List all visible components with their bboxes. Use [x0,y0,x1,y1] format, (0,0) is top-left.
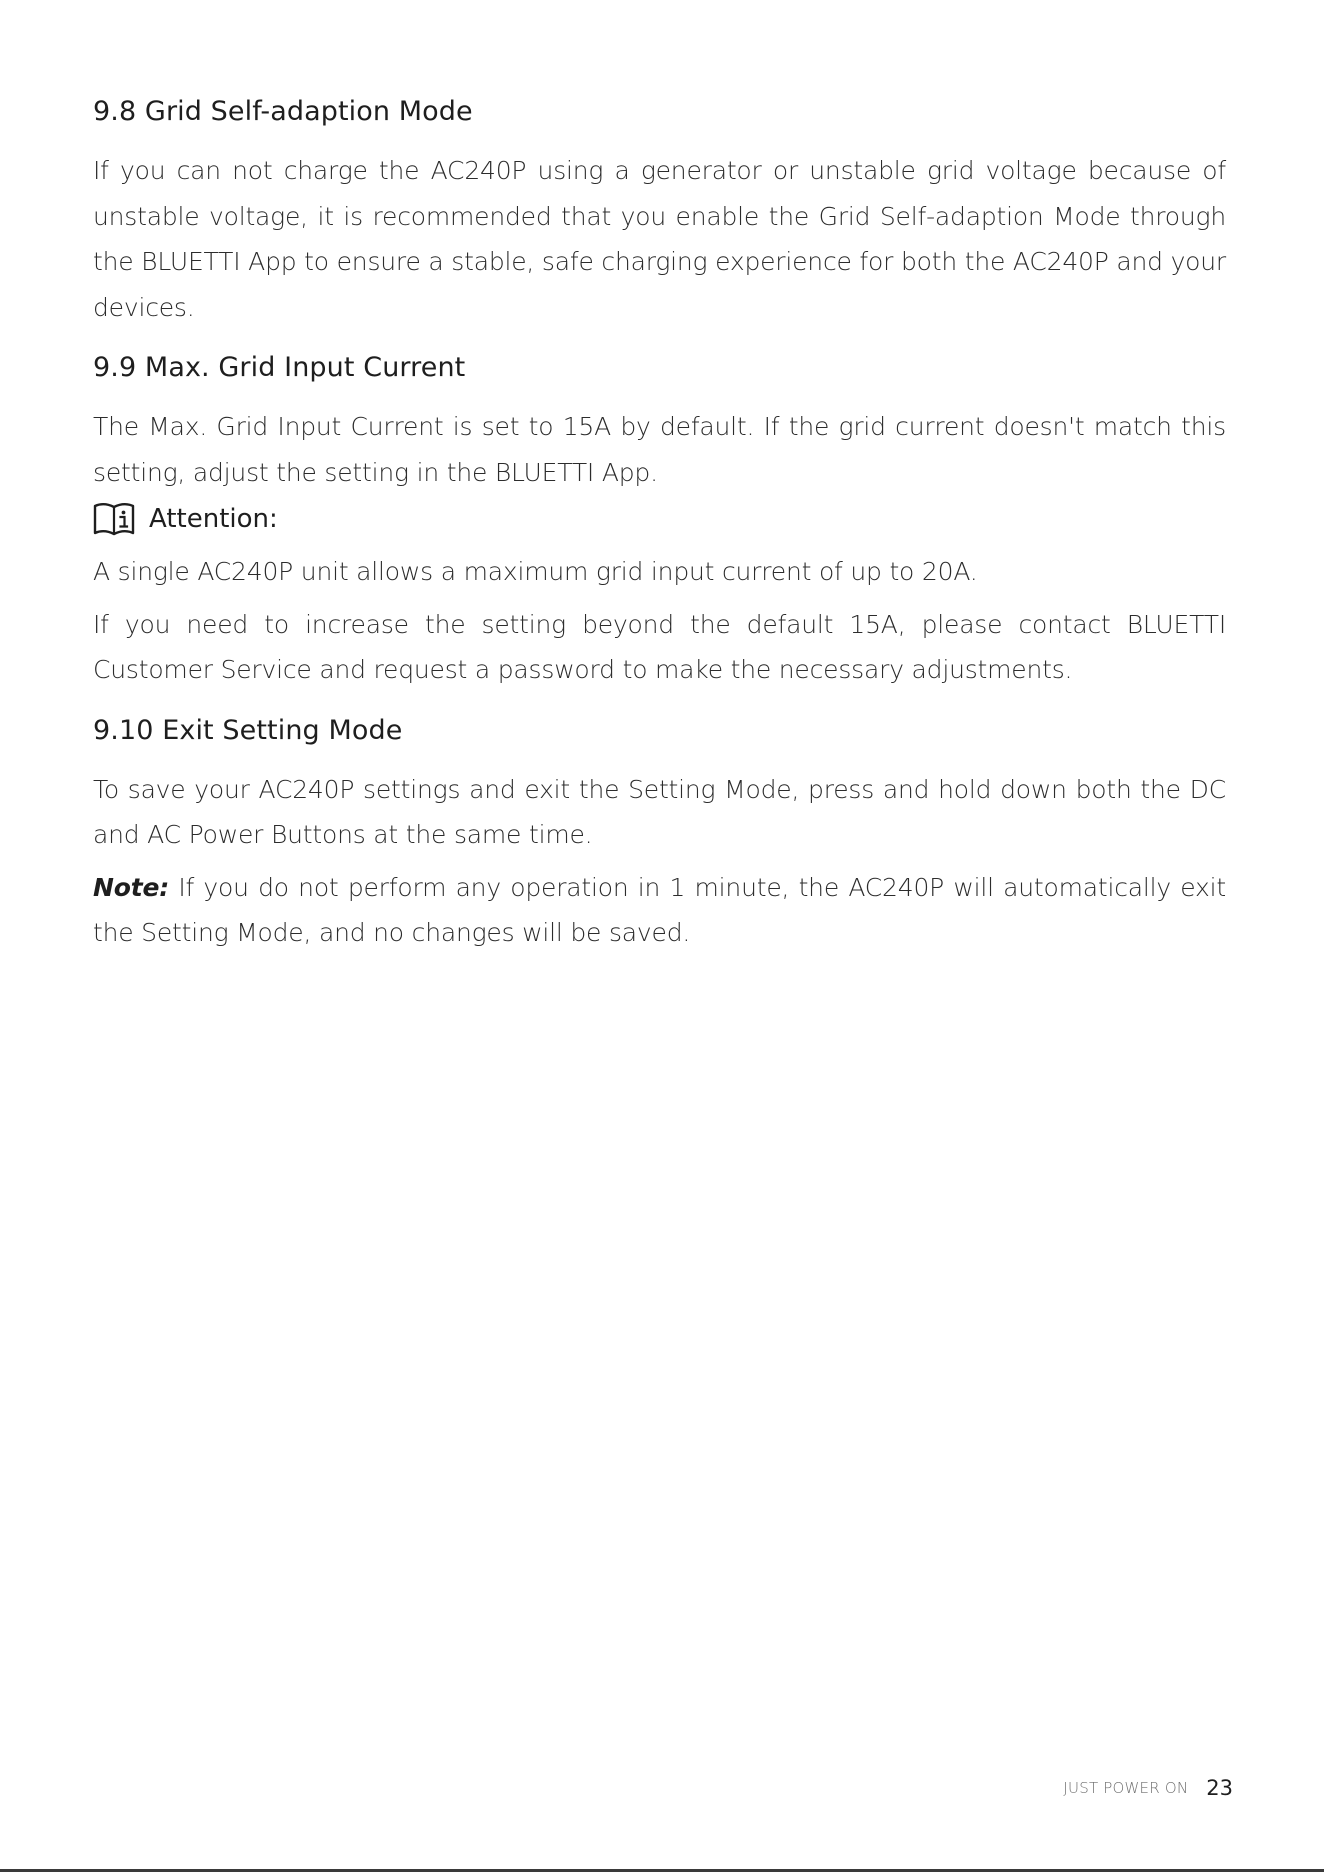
max-grid-input-current-paragraph: The Max. Grid Input Current is set to 15A by default. If the grid current doesn't match this setting, adjust the setting in the BLUETTI App. [93,412,1226,487]
manual-page-content [93,88,1226,956]
section-heading-exit-setting-mode: 9.10 Exit Setting Mode [93,714,403,746]
grid-self-adaption-paragraph: If you can not charge the AC240P using a generator or unstable grid voltage because of unstable voltage, it is recommended that you enable the Grid Self-adaption Mode through the BLUETTI App to ensure a stable, safe charging experience for both the AC240P and your devices. [93,156,1226,322]
note-label: Note: [93,872,170,902]
attention-paragraph-contact-service: If you need to increase the setting beyond the default 15A, please contact BLUETTI Customer Service and request a password to make the necessary adjustments. [93,609,1226,684]
page-footer [1063,1772,1233,1804]
exit-setting-mode-paragraph: To save your AC240P settings and exit the Setting Mode, press and hold down both the DC and AC Power Buttons at the same time. [93,774,1226,849]
exit-setting-mode-note [93,865,1226,956]
section-heading-grid-self-adaption: 9.8 Grid Self-adaption Mode [93,96,473,127]
page-number: 23 [1206,1776,1233,1800]
footer-tagline: JUST POWER ON [1063,1779,1189,1797]
note-text: If you do not perform any operation in 1 minute, the AC240P will automatically exit the Setting Mode, and no changes will be saved. [93,872,1226,947]
attention-callout [93,495,1226,543]
attention-label: Attention: [149,504,278,534]
section-heading-max-grid-input-current: 9.9 Max. Grid Input Current [93,352,466,383]
book-info-icon [93,501,135,537]
attention-paragraph-max-current: A single AC240P unit allows a maximum grid input current of up to 20A. [93,557,978,586]
